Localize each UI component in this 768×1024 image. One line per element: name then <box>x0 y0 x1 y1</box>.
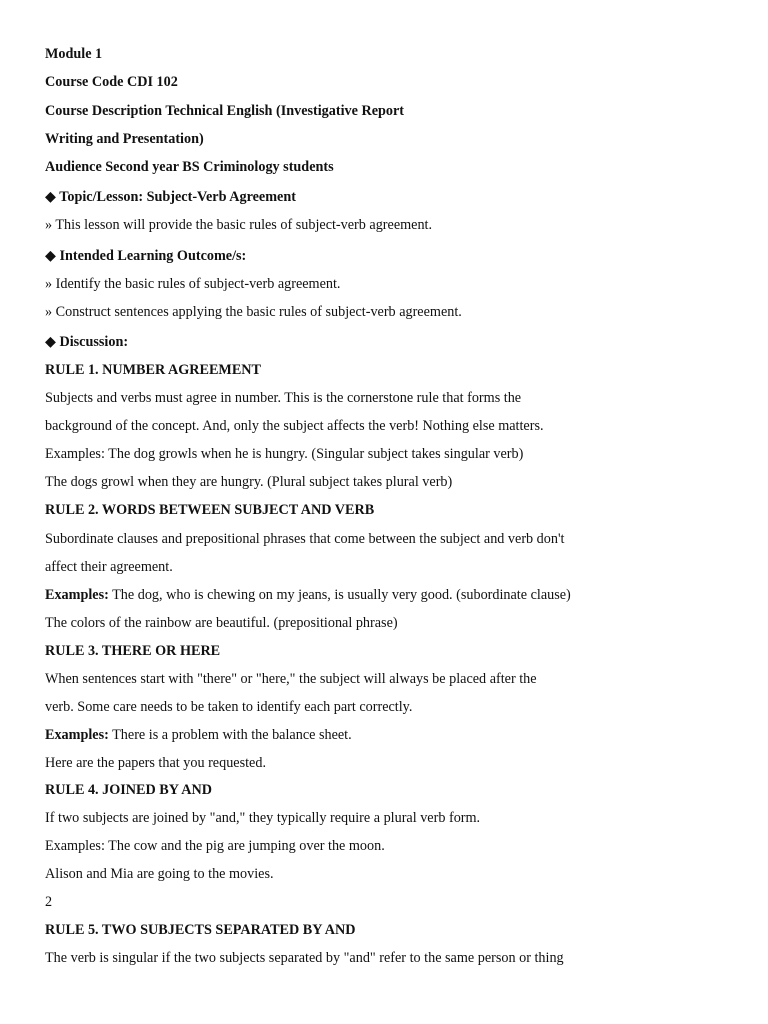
rule-3-paragraph-line: When sentences start with "there" or "here," the subject will always be placed after the <box>45 671 537 687</box>
outcomes-heading <box>45 247 246 265</box>
rule-5-title: RULE 5. TWO SUBJECTS SEPARATED BY AND <box>45 922 356 938</box>
rule-2-title: RULE 2. WORDS BETWEEN SUBJECT AND VERB <box>45 502 375 518</box>
rule-4-example: Alison and Mia are going to the movies. <box>45 866 274 882</box>
rule-4-example: Examples: The cow and the pig are jumping over the moon. <box>45 838 385 854</box>
examples-label: Examples: <box>45 727 109 743</box>
example-text: The dog, who is chewing on my jeans, is usually very good. (subordinate clause) <box>108 587 571 603</box>
rule-1-title: RULE 1. NUMBER AGREEMENT <box>45 362 261 378</box>
rule-2-paragraph-line: Subordinate clauses and prepositional phrases that come between the subject and verb don't <box>45 531 565 547</box>
outcome-item: » Identify the basic rules of subject-verb agreement. <box>45 276 341 292</box>
rule-5-paragraph-line: The verb is singular if the two subjects separated by "and" refer to the same person or thing <box>45 950 564 966</box>
course-description-line-1: Course Description Technical English (Investigative Report <box>45 103 405 119</box>
discussion-heading <box>45 333 128 351</box>
course-description-line-2: Writing and Presentation) <box>45 131 204 147</box>
rule-1-example: The dogs growl when they are hungry. (Plural subject takes plural verb) <box>45 474 453 490</box>
rule-2-example: The colors of the rainbow are beautiful. (prepositional phrase) <box>45 615 398 631</box>
diamond-bullet-icon: ◆ <box>45 189 56 205</box>
audience: Audience Second year BS Criminology students <box>45 159 334 175</box>
examples-label: Examples: <box>45 587 109 603</box>
rule-1-example: Examples: The dog growls when he is hungry. (Singular subject takes singular verb) <box>45 446 524 462</box>
course-code: Course Code CDI 102 <box>45 74 178 90</box>
rule-3-paragraph-line: verb. Some care needs to be taken to identify each part correctly. <box>45 699 413 715</box>
topic-description: » This lesson will provide the basic rules of subject-verb agreement. <box>45 217 433 233</box>
page-number: 2 <box>45 894 53 910</box>
rule-2-paragraph-line: affect their agreement. <box>45 559 173 575</box>
topic-label: Topic/Lesson: Subject-Verb Agreement <box>59 189 296 205</box>
rule-1-paragraph-line: background of the concept. And, only the subject affects the verb! Nothing else matters. <box>45 418 544 434</box>
rule-3-example <box>45 726 352 744</box>
discussion-label: Discussion: <box>59 334 129 350</box>
rule-4-title: RULE 4. JOINED BY AND <box>45 782 212 798</box>
diamond-bullet-icon: ◆ <box>45 248 56 264</box>
rule-1-paragraph-line: Subjects and verbs must agree in number. This is the cornerstone rule that forms the <box>45 390 522 406</box>
rule-2-example <box>45 586 571 604</box>
example-text: There is a problem with the balance sheet. <box>108 727 352 743</box>
module-label: Module 1 <box>45 46 103 62</box>
rule-3-title: RULE 3. THERE OR HERE <box>45 643 221 659</box>
topic-heading <box>45 188 296 206</box>
rule-4-paragraph-line: If two subjects are joined by "and," they typically require a plural verb form. <box>45 810 481 826</box>
outcomes-label: Intended Learning Outcome/s: <box>59 248 247 264</box>
rule-3-example: Here are the papers that you requested. <box>45 755 266 771</box>
diamond-bullet-icon: ◆ <box>45 334 56 350</box>
outcome-item: » Construct sentences applying the basic rules of subject-verb agreement. <box>45 304 462 320</box>
